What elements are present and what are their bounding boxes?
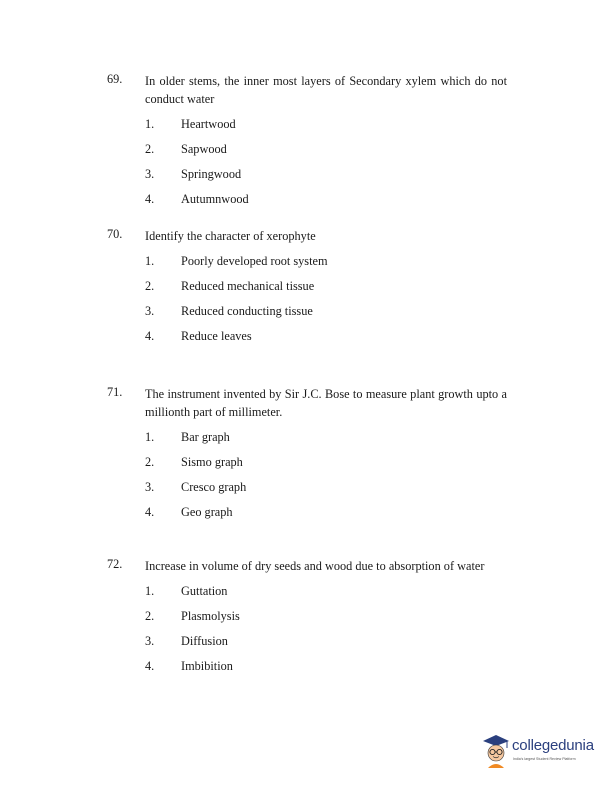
option-number: 1. [145,430,155,444]
question-number: 69. [107,72,123,86]
question-text: Identify the character of xerophyte [145,229,316,243]
option [0,584,612,600]
option [0,659,612,675]
logo-tagline: India's largest Student Review Platform [513,757,576,761]
option-number: 3. [145,304,155,318]
option [0,304,612,320]
option-text: Reduced mechanical tissue [181,279,315,293]
question-text: Increase in volume of dry seeds and wood due to absorption of water [145,559,485,573]
option-text: Reduce leaves [181,329,252,343]
logo-wordmark: collegedunia [512,737,594,754]
option-number: 1. [145,254,155,268]
question-number: 72. [107,557,123,571]
option-number: 4. [145,192,155,206]
question-text: In older stems, the inner most layers of Secondary xylem which do not conduct water [145,74,507,106]
option [0,505,612,521]
option [0,455,612,471]
option-number: 4. [145,329,155,343]
option-text: Imbibition [181,659,233,673]
option [0,634,612,650]
option [0,279,612,295]
option-number: 4. [145,659,155,673]
option-text: Geo graph [181,505,233,519]
question-number: 71. [107,385,123,399]
option-number: 3. [145,480,155,494]
option [0,167,612,183]
option-number: 2. [145,609,155,623]
option [0,329,612,345]
option [0,609,612,625]
option-text: Plasmolysis [181,609,240,623]
option-number: 2. [145,142,155,156]
option-text: Guttation [181,584,228,598]
option-text: Heartwood [181,117,236,131]
option-number: 1. [145,584,155,598]
mascot-icon [480,732,512,772]
option-number: 3. [145,167,155,181]
option [0,430,612,446]
option-text: Cresco graph [181,480,247,494]
collegedunia-logo [480,732,602,772]
option-text: Reduced conducting tissue [181,304,313,318]
option [0,254,612,270]
option-text: Sapwood [181,142,227,156]
option-number: 2. [145,279,155,293]
option-text: Diffusion [181,634,228,648]
option [0,142,612,158]
question-text: The instrument invented by Sir J.C. Bose to measure plant growth upto a millionth part of millimeter. [145,387,507,419]
option-text: Springwood [181,167,242,181]
option-number: 1. [145,117,155,131]
option [0,192,612,208]
question-number: 70. [107,227,123,241]
option [0,117,612,133]
option-number: 3. [145,634,155,648]
option-text: Autumnwood [181,192,249,206]
option-number: 2. [145,455,155,469]
option-text: Bar graph [181,430,230,444]
option-text: Poorly developed root system [181,254,328,268]
option-number: 4. [145,505,155,519]
option-text: Sismo graph [181,455,243,469]
option [0,480,612,496]
